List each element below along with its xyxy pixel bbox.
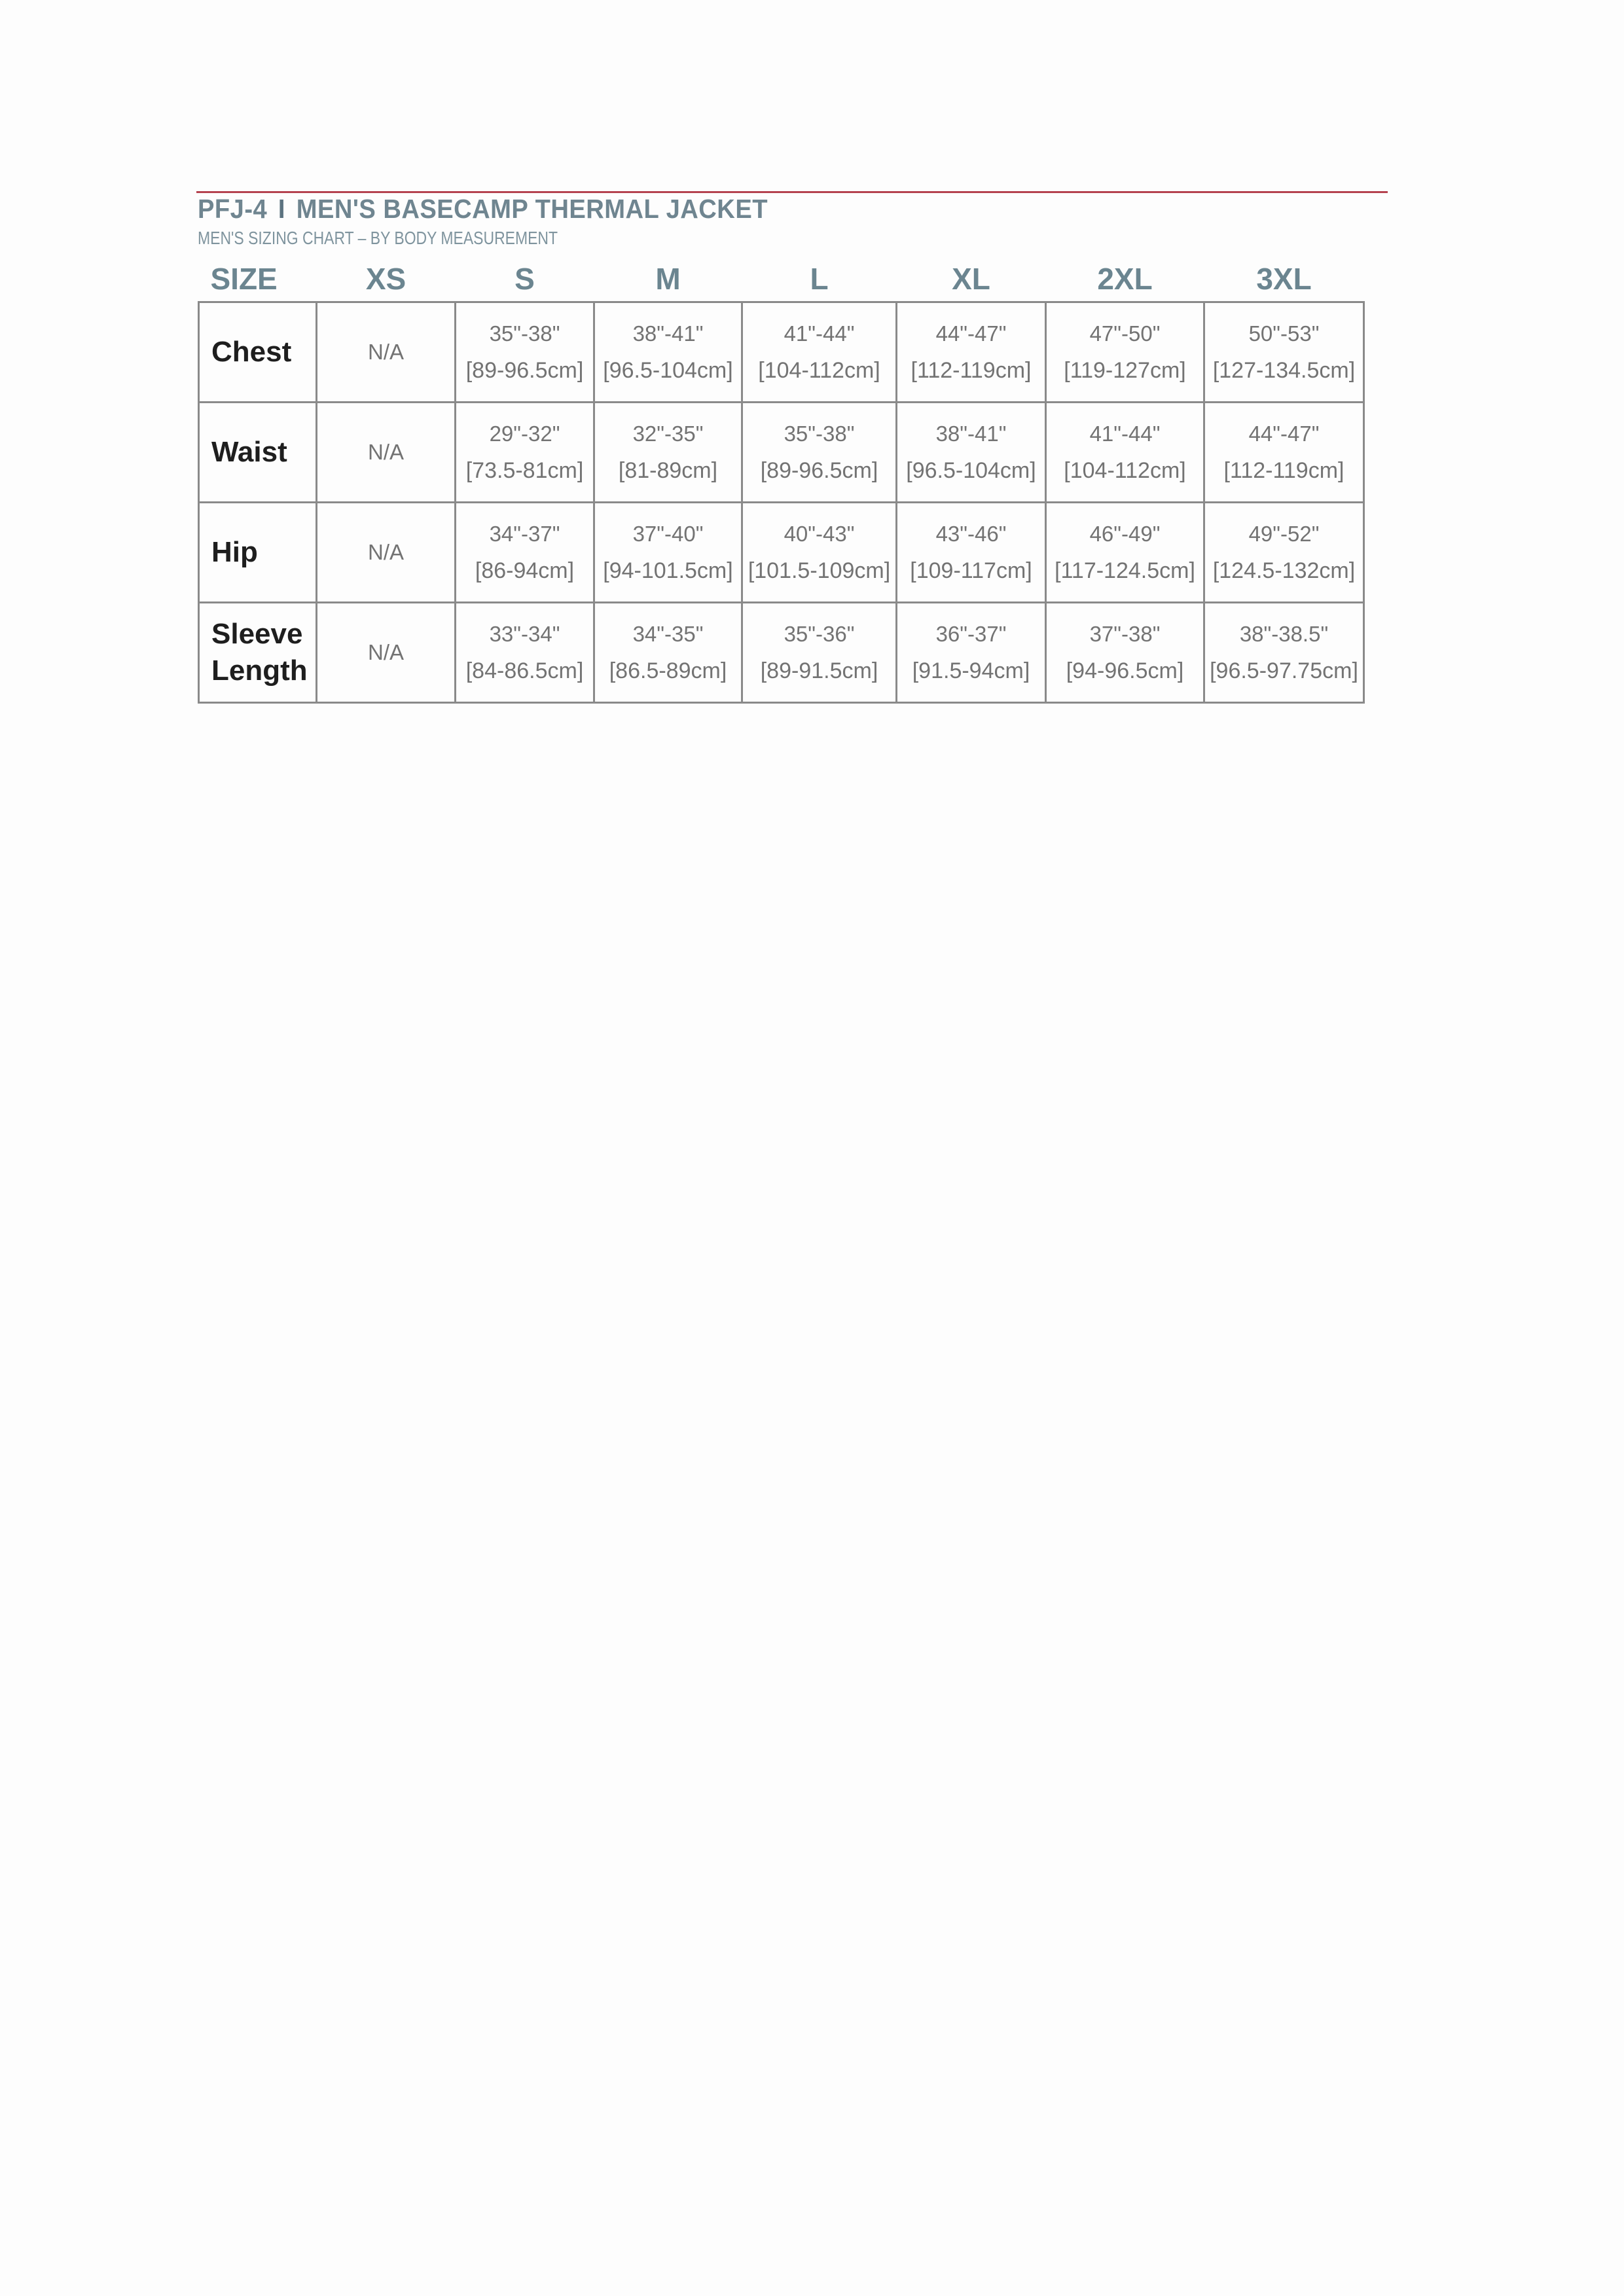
cm-range: [96.5-104cm]	[603, 358, 733, 383]
cm-range: [91.5-94cm]	[912, 658, 1030, 683]
cm-range: [119-127cm]	[1064, 358, 1186, 383]
measure-cell	[594, 403, 742, 503]
cm-range: [112-119cm]	[911, 358, 1032, 383]
measure-cell	[742, 403, 897, 503]
measure-cell	[456, 403, 594, 503]
cm-range: [104-112cm]	[758, 358, 880, 383]
title-separator: I	[278, 194, 285, 224]
inches-range: 44"-47"	[1248, 422, 1320, 446]
table-row-chest	[199, 302, 1364, 403]
inches-range: 35"-38"	[489, 321, 560, 346]
inches-range: 47"-50"	[1089, 321, 1161, 346]
cm-range: [104-112cm]	[1064, 458, 1186, 483]
cm-range: [127-134.5cm]	[1212, 358, 1356, 383]
measure-cell	[1204, 603, 1364, 703]
cm-range: [89-96.5cm]	[465, 358, 584, 383]
measure-cell	[456, 503, 594, 603]
cm-range: [96.5-104cm]	[906, 458, 1036, 483]
inches-range: 37"-38"	[1089, 622, 1161, 646]
cm-range: [112-119cm]	[1223, 458, 1344, 483]
inches-range: 33"-34"	[489, 622, 560, 646]
header-2xl: 2XL	[1097, 262, 1153, 296]
cm-range: [96.5-97.75cm]	[1210, 658, 1358, 683]
row-label: Sleeve Length	[199, 603, 317, 703]
inches-range: 37"-40"	[632, 522, 704, 546]
measure-cell	[742, 603, 897, 703]
cm-range: [94-96.5cm]	[1066, 658, 1184, 683]
cm-range: [81-89cm]	[618, 458, 718, 483]
measure-cell	[1046, 403, 1204, 503]
cm-range: [109-117cm]	[910, 558, 1032, 583]
header-s: S	[514, 262, 535, 296]
inches-range: 38"-38.5"	[1239, 622, 1329, 646]
chart-subtitle: MEN'S SIZING CHART – BY BODY MEASUREMENT	[198, 228, 558, 248]
header-xl: XL	[952, 262, 990, 296]
inches-range: 44"-47"	[935, 321, 1007, 346]
cm-range: [117-124.5cm]	[1055, 558, 1195, 583]
cm-range: [84-86.5cm]	[465, 658, 584, 683]
measure-cell	[1046, 503, 1204, 603]
measure-cell	[897, 302, 1046, 403]
measure-cell	[456, 302, 594, 403]
measure-cell	[897, 603, 1046, 703]
header-xs: XS	[365, 262, 406, 296]
inches-range: 36"-37"	[935, 622, 1007, 646]
measure-cell	[1204, 403, 1364, 503]
measure-cell	[742, 503, 897, 603]
table-row-waist	[199, 403, 1364, 503]
inches-range: 49"-52"	[1248, 522, 1320, 546]
header-size: SIZE	[210, 262, 278, 296]
cm-range: [101.5-109cm]	[748, 558, 891, 583]
inches-range: 32"-35"	[632, 422, 704, 446]
inches-range: 38"-41"	[935, 422, 1007, 446]
inches-range: 35"-36"	[784, 622, 855, 646]
inches-range: 34"-37"	[489, 522, 560, 546]
measure-cell	[594, 503, 742, 603]
measure-cell	[897, 403, 1046, 503]
row-label: Chest	[199, 302, 317, 403]
inches-range: 38"-41"	[632, 321, 704, 346]
cm-range: [94-101.5cm]	[603, 558, 733, 583]
cell-na: N/A	[317, 302, 456, 403]
product-name: MEN'S BASECAMP THERMAL JACKET	[296, 194, 768, 224]
inches-range: 29"-32"	[489, 422, 560, 446]
header-l: L	[810, 262, 829, 296]
measure-cell	[1046, 603, 1204, 703]
sizing-table	[198, 257, 1365, 704]
cell-na: N/A	[317, 503, 456, 603]
size-header-row	[199, 257, 1364, 302]
cm-range: [89-91.5cm]	[760, 658, 878, 683]
product-code: PFJ-4	[198, 194, 268, 224]
cm-range: [86-94cm]	[475, 558, 575, 583]
header-rule	[196, 191, 1388, 193]
header-3xl: 3XL	[1256, 262, 1312, 296]
table-row-sleeve-length	[199, 603, 1364, 703]
chart-title	[198, 194, 768, 224]
measure-cell	[456, 603, 594, 703]
inches-range: 40"-43"	[784, 522, 855, 546]
inches-range: 43"-46"	[935, 522, 1007, 546]
cm-range: [89-96.5cm]	[760, 458, 878, 483]
measure-cell	[594, 302, 742, 403]
row-label: Hip	[199, 503, 317, 603]
cm-range: [73.5-81cm]	[465, 458, 584, 483]
inches-range: 41"-44"	[1089, 422, 1161, 446]
inches-range: 41"-44"	[784, 321, 855, 346]
inches-range: 35"-38"	[784, 422, 855, 446]
measure-cell	[742, 302, 897, 403]
row-label: Waist	[199, 403, 317, 503]
measure-cell	[1204, 503, 1364, 603]
inches-range: 34"-35"	[632, 622, 704, 646]
measure-cell	[1204, 302, 1364, 403]
cm-range: [124.5-132cm]	[1212, 558, 1356, 583]
inches-range: 46"-49"	[1089, 522, 1161, 546]
cell-na: N/A	[317, 403, 456, 503]
table-row-hip	[199, 503, 1364, 603]
cm-range: [86.5-89cm]	[609, 658, 727, 683]
cell-na: N/A	[317, 603, 456, 703]
measure-cell	[897, 503, 1046, 603]
measure-cell	[1046, 302, 1204, 403]
measure-cell	[594, 603, 742, 703]
inches-range: 50"-53"	[1248, 321, 1320, 346]
header-m: M	[655, 262, 681, 296]
